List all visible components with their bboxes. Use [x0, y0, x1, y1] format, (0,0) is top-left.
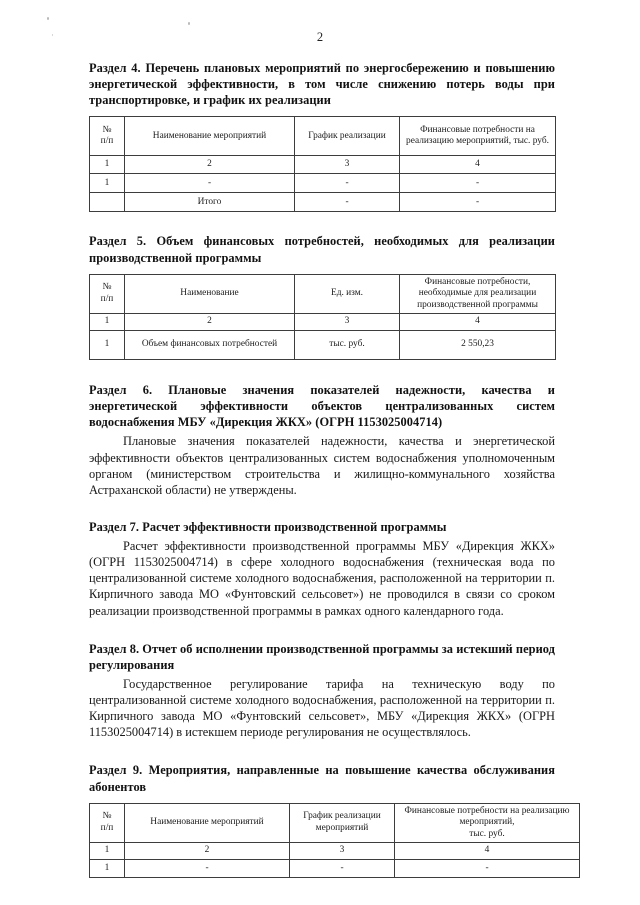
numbering-cell-4: 4: [400, 156, 556, 174]
header-pp-label: п/п: [100, 136, 114, 147]
numbering-cell-2: 2: [125, 843, 290, 860]
table-total-row: [90, 193, 556, 212]
scan-speck: [47, 17, 49, 20]
numbering-cell-1: 1: [90, 314, 125, 331]
numbering-cell-4: 4: [400, 314, 556, 331]
header-no-label: №: [102, 124, 112, 135]
section-8-body: Государственное регулирование тарифа на техническую воду по централизованной системе холодного водоснабжения, расположенной на территории п. Кирпичного завода МО «Фунтовский сельсовет», МБУ «Дирекция ЖКХ» (ОГРН 1153025004714) в истекшем периоде регулирования не осуществлялось.: [89, 676, 555, 740]
section-8-title: Раздел 8. Отчет об исполнении производственной программы за истекший период регулирования: [89, 641, 555, 672]
row-cell-schedule: -: [290, 860, 395, 878]
row-cell-index: 1: [90, 860, 125, 878]
table-header-cell-schedule: График реализации: [295, 117, 400, 156]
numbering-cell-1: 1: [90, 156, 125, 174]
table-header-row: [90, 274, 556, 313]
document-content: [89, 60, 570, 878]
table-numbering-row: [90, 843, 580, 860]
section-9-table: [89, 803, 580, 878]
table-header-cell-np: [90, 117, 125, 156]
row-cell-schedule: -: [295, 174, 400, 193]
section-9-title: Раздел 9. Мероприятия, направленные на повышение качества обслуживания абонентов: [89, 763, 555, 794]
table-header-cell-name: Наименование мероприятий: [125, 117, 295, 156]
table-header-cell-unit: Ед. изм.: [295, 274, 400, 313]
numbering-cell-3: 3: [295, 314, 400, 331]
section-4-title: Раздел 4. Перечень плановых мероприятий по энергосбережению и повышению энергетической эффективности, в том числе снижению потерь воды при транспортировке, и график их реализации: [89, 61, 555, 108]
header-pp-label: п/п: [100, 293, 114, 304]
header-schedule-line2: мероприятий: [315, 822, 369, 833]
row-cell-name: -: [125, 860, 290, 878]
table-header-cell-finance: [395, 803, 580, 842]
row-cell-finance: -: [395, 860, 580, 878]
row-cell-name: -: [125, 174, 295, 193]
page-number: 2: [316, 30, 324, 44]
header-finance-line1: Финансовые потребности на реализацию мероприятий,: [404, 805, 570, 828]
total-cell-label: Итого: [125, 193, 295, 212]
section-8: [89, 641, 555, 741]
header-pp-label: п/п: [100, 822, 114, 833]
numbering-cell-2: 2: [125, 314, 295, 331]
table-header-cell-finance: Финансовые потребности, необходимые для реализации производственной программы: [400, 274, 556, 313]
table-row: [90, 331, 556, 360]
row-cell-finance: -: [400, 174, 556, 193]
table-header-row: [90, 803, 580, 842]
row-cell-index: 1: [90, 331, 125, 360]
table-header-cell-name: Наименование мероприятий: [125, 803, 290, 842]
section-5: [89, 233, 555, 360]
section-5-table: [89, 274, 556, 360]
numbering-cell-3: 3: [295, 156, 400, 174]
header-schedule-line1: График реализации: [303, 811, 381, 822]
table-header-cell-finance: Финансовые потребности на реализацию мероприятий, тыс. руб.: [400, 117, 556, 156]
numbering-cell-2: 2: [125, 156, 295, 174]
table-header-cell-np: [90, 274, 125, 313]
section-4-table: [89, 116, 556, 212]
header-finance-line2: тыс. руб.: [469, 828, 505, 839]
section-6-title: Раздел 6. Плановые значения показателей надежности, качества и энергетической эффективности объектов централизованных систем водоснабжения МБУ «Дирекция ЖКХ» (ОГРН 1153025004714): [89, 383, 555, 430]
scan-speck: [188, 22, 190, 25]
section-6: [89, 382, 555, 498]
row-cell-unit: тыс. руб.: [295, 331, 400, 360]
row-cell-name: Объем финансовых потребностей: [125, 331, 295, 360]
total-cell-index: [90, 193, 125, 212]
table-header-cell-schedule: [290, 803, 395, 842]
section-5-title: Раздел 5. Объем финансовых потребностей, необходимых для реализации производственной программы: [89, 234, 555, 265]
numbering-cell-4: 4: [395, 843, 580, 860]
header-no-label: №: [102, 282, 112, 293]
section-4: [89, 60, 555, 212]
total-cell-finance: -: [400, 193, 556, 212]
table-header-cell-np: [90, 803, 125, 842]
numbering-cell-1: 1: [90, 843, 125, 860]
table-numbering-row: [90, 156, 556, 174]
header-no-label: №: [102, 811, 112, 822]
table-header-cell-name: Наименование: [125, 274, 295, 313]
section-7-body: Расчет эффективности производственной программы МБУ «Дирекция ЖКХ» (ОГРН 1153025004714) в сфере холодного водоснабжения (техническая вода по централизованной системе холодного водоснабжения, расположенной на территории п. Кирпичного завода МО «Фунтовский сельсовет») не проводился в связи со сроком реализации производственной программы в рамках одного календарного года.: [89, 539, 555, 618]
section-6-body: Плановые значения показателей надежности, качества и энергетической эффективности объектов централизованных систем водоснабжения уполномоченным органом (министерством строительства и жилищно-коммунального хозяйства Астраханской области) не утверждены.: [89, 434, 555, 497]
numbering-cell-3: 3: [290, 843, 395, 860]
total-cell-schedule: -: [295, 193, 400, 212]
row-cell-finance: 2 550,23: [400, 331, 556, 360]
row-cell-index: 1: [90, 174, 125, 193]
table-header-row: [90, 117, 556, 156]
section-9: [89, 762, 570, 878]
table-row: [90, 860, 580, 878]
table-numbering-row: [90, 314, 556, 331]
section-7-title: Раздел 7. Расчет эффективности производственной программы: [89, 519, 447, 534]
section-7: [89, 519, 555, 619]
table-row: [90, 174, 556, 193]
